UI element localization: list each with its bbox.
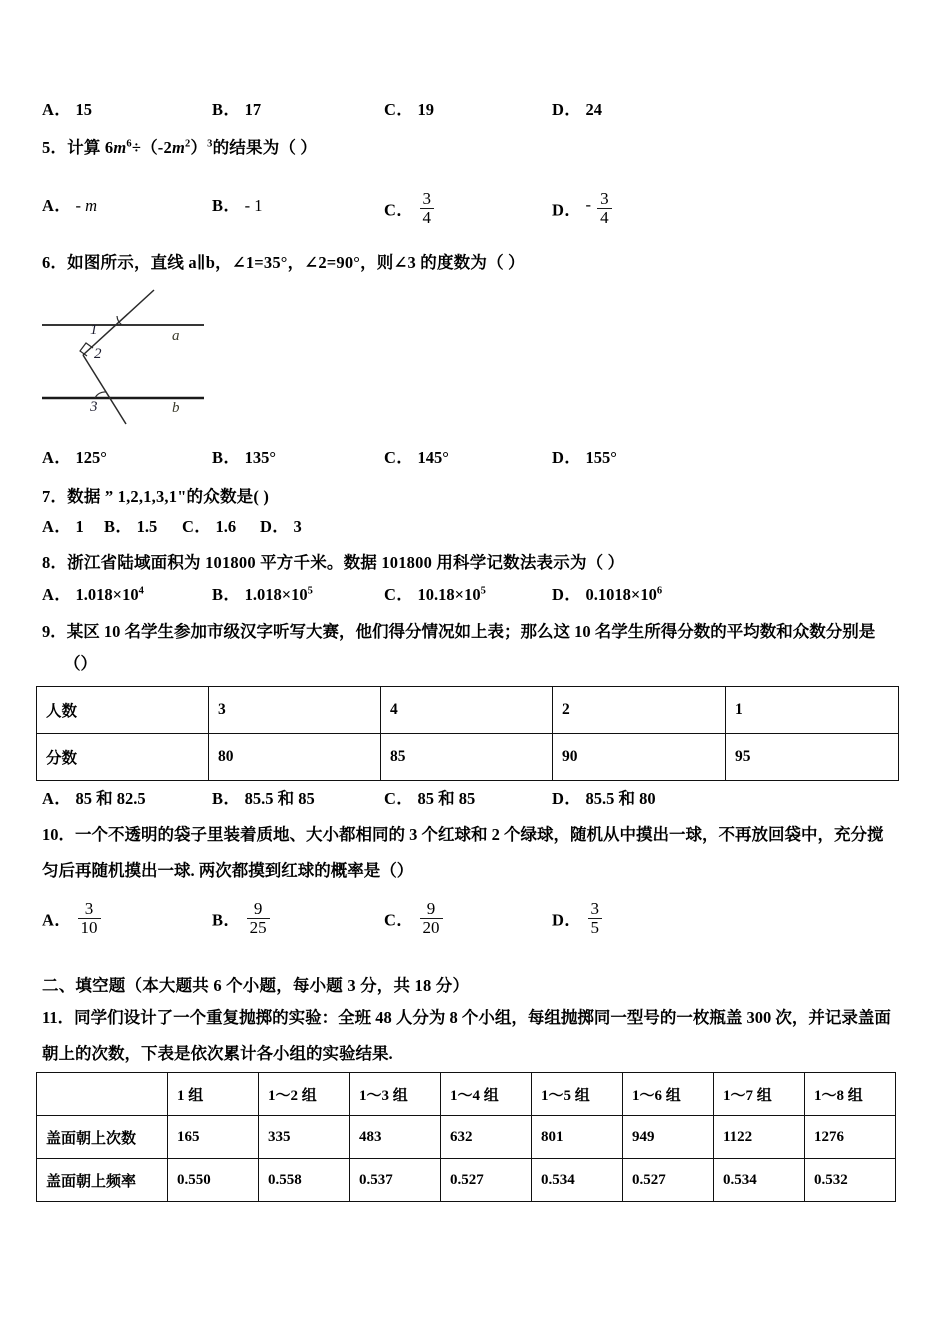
q6-option-b-label: B． — [212, 448, 241, 467]
q9-row0-cell3: 1 — [726, 687, 899, 734]
q10-option-b-fraction — [247, 900, 270, 937]
q11-header-corner — [37, 1073, 168, 1116]
q8-option-b-mantissa: 1.018×10 — [244, 585, 308, 604]
q5-option-b-value: - 1 — [244, 196, 263, 215]
q5-option-a-value: - m — [75, 196, 98, 215]
q11-stem-line1: 11．同学们设计了一个重复抛掷的实验：全班 48 人分为 8 个小组，每组抛掷同一型号的一枚瓶盖 300 次，并记录盖面 — [42, 1008, 891, 1027]
q4-option-a[interactable] — [42, 96, 92, 120]
q10-option-b-label: B． — [212, 910, 241, 930]
q4-option-a-label: A． — [42, 100, 72, 119]
angle-2-right-angle-mark — [80, 343, 93, 356]
q4-option-b[interactable] — [212, 96, 261, 120]
q7-stem: 7．数据 ” 1,2,1,3,1"的众数是( ) — [42, 487, 270, 506]
q11-col-header-1: 1～2 组 — [259, 1073, 350, 1116]
q11-col-header-2: 1～3 组 — [350, 1073, 441, 1116]
q11-row0-cell1: 335 — [259, 1116, 350, 1159]
q10-option-a-numerator: 3 — [84, 899, 94, 918]
q7-option-c-label: C． — [182, 517, 212, 536]
q4-option-c[interactable] — [384, 96, 434, 120]
q11-row1-cell1: 0.558 — [259, 1159, 350, 1202]
q10-stem-line1: 10．一个不透明的袋子里装着质地、大小都相同的 3 个红球和 2 个绿球，随机从中摸出一球，不再放回袋中，充分搅 — [42, 825, 884, 844]
q11-col-header-7: 1～8 组 — [805, 1073, 896, 1116]
q4-option-d-label: D． — [552, 100, 582, 119]
q10-option-d[interactable] — [552, 899, 604, 939]
q7-option-c-value: 1.6 — [215, 517, 237, 536]
q6-option-a-label: A． — [42, 448, 72, 467]
q11-col-header-5: 1～6 组 — [623, 1073, 714, 1116]
q9-option-d-value: 85.5 和 80 — [585, 789, 656, 808]
q8-option-b[interactable] — [212, 581, 313, 605]
q5-option-a-label: A． — [42, 196, 72, 215]
q10-option-d-denominator: 5 — [588, 918, 603, 937]
q4-option-d-value: 24 — [585, 100, 603, 119]
q7-option-b-value: 1.5 — [136, 517, 158, 536]
q8-option-c-label: C． — [384, 585, 414, 604]
q5-stem-post: ） — [190, 138, 208, 157]
parallel-lines-figure — [38, 286, 248, 428]
q10-options-row — [42, 899, 910, 950]
q4-options-row — [42, 96, 910, 122]
q5-option-b-label: B． — [212, 196, 241, 215]
q10-option-c-denominator: 20 — [420, 918, 443, 937]
q6-option-c-value: 145° — [417, 448, 449, 467]
q10-option-a-label: A． — [42, 910, 72, 930]
q11-row1-cell0: 0.550 — [168, 1159, 259, 1202]
q9-row0-cell0: 3 — [209, 687, 381, 734]
q9-row1-cell2: 90 — [553, 734, 726, 781]
q6-option-a-value: 125° — [75, 448, 107, 467]
line-b-label: b — [172, 400, 180, 416]
q5-options-row — [42, 189, 910, 238]
q5-exp3: 3 — [207, 138, 213, 150]
q6-option-c-label: C． — [384, 448, 414, 467]
q7-option-a[interactable] — [42, 513, 84, 537]
table-row — [37, 734, 899, 781]
q9-row1-cell1: 85 — [381, 734, 553, 781]
q8-option-d[interactable] — [552, 581, 662, 605]
q5-exp2: 2 — [184, 138, 191, 150]
q7-option-b[interactable] — [104, 513, 157, 537]
q5-option-a[interactable] — [42, 192, 97, 216]
q9-row0-header: 人数 — [37, 687, 209, 734]
line-a-label: a — [172, 328, 180, 344]
q10-option-a-fraction — [78, 900, 101, 937]
q4-option-b-label: B． — [212, 100, 241, 119]
q8-option-a-mantissa: 1.018×10 — [75, 585, 139, 604]
q8-option-c[interactable] — [384, 581, 486, 605]
q5-option-b[interactable] — [212, 192, 263, 216]
q11-row0-cell3: 632 — [441, 1116, 532, 1159]
q10-option-a-denominator: 10 — [78, 918, 101, 937]
q5-option-c-fraction — [420, 190, 435, 227]
q9-option-c-value: 85 和 85 — [417, 789, 476, 808]
q7-option-c[interactable] — [182, 513, 236, 537]
q10-option-a[interactable] — [42, 899, 103, 939]
q6-option-d-value: 155° — [585, 448, 617, 467]
q4-option-c-value: 19 — [417, 100, 435, 119]
q8-option-d-exponent: 6 — [656, 585, 663, 597]
q10-stem-line2: 匀后再随机摸出一球. 两次都摸到红球的概率是（） — [42, 861, 414, 880]
section-2-heading: 二、填空题（本大题共 6 个小题，每小题 3 分，共 18 分） — [42, 976, 470, 995]
q11-col-header-4: 1～5 组 — [532, 1073, 623, 1116]
q9-option-c[interactable] — [384, 785, 475, 809]
q8-options-row — [42, 581, 910, 607]
q11-row0-cell5: 949 — [623, 1116, 714, 1159]
angle-1-label: 1 — [90, 322, 98, 338]
q9-stem-line1: 9．某区 10 名学生参加市级汉字听写大赛，他们得分情况如上表；那么这 10 名学生所得分数的平均数和众数分别是 — [42, 622, 876, 641]
q7-option-d-value: 3 — [293, 517, 302, 536]
q11-row1-cell7: 0.532 — [805, 1159, 896, 1202]
q5-var-m1: m — [113, 138, 127, 157]
q11-row0-cell4: 801 — [532, 1116, 623, 1159]
q6-stem: 6．如图所示，直线 a∥b，∠1=35°，∠2=90°，则∠3 的度数为（ ） — [42, 253, 525, 272]
q8-option-c-exponent: 5 — [480, 585, 486, 597]
q6-option-a[interactable] — [42, 444, 107, 468]
q11-row0-header: 盖面朝上次数 — [37, 1116, 168, 1159]
q5-option-d-denominator: 4 — [597, 208, 612, 227]
q10-option-c-fraction — [420, 900, 443, 937]
q6-option-d-label: D． — [552, 448, 582, 467]
q11-col-header-6: 1～7 组 — [714, 1073, 805, 1116]
table-row — [37, 1116, 896, 1159]
q11-row0-cell2: 483 — [350, 1116, 441, 1159]
q9-score-table — [36, 686, 899, 781]
q4-option-c-label: C． — [384, 100, 414, 119]
table-row — [37, 1159, 896, 1202]
q8-option-a-label: A． — [42, 585, 72, 604]
angle-2-label: 2 — [94, 346, 102, 362]
q7-option-d[interactable] — [260, 513, 302, 537]
q11-row1-cell3: 0.527 — [441, 1159, 532, 1202]
q6-option-b[interactable] — [212, 444, 276, 468]
q6-option-b-value: 135° — [244, 448, 276, 467]
q9-option-d-label: D． — [552, 789, 582, 808]
q11-row1-cell5: 0.527 — [623, 1159, 714, 1202]
q4-option-a-value: 15 — [75, 100, 93, 119]
table-row — [37, 687, 899, 734]
q10-option-d-label: D． — [552, 910, 582, 930]
q11-col-header-0: 1 组 — [168, 1073, 259, 1116]
table-row — [37, 1073, 896, 1116]
q9-row1-header: 分数 — [37, 734, 209, 781]
q6-option-c[interactable] — [384, 444, 449, 468]
q10-option-b-denominator: 25 — [247, 918, 270, 937]
q9-row0-cell2: 2 — [553, 687, 726, 734]
q9-options-row — [42, 785, 910, 811]
q10-option-d-numerator: 3 — [590, 899, 600, 918]
q8-option-b-exponent: 5 — [307, 585, 313, 597]
parallel-lines-svg — [38, 286, 248, 428]
q9-option-b-value: 85.5 和 85 — [244, 789, 315, 808]
q11-row1-header: 盖面朝上频率 — [37, 1159, 168, 1202]
q4-option-b-value: 17 — [244, 100, 262, 119]
q4-option-d[interactable] — [552, 96, 602, 120]
q9-row1-cell0: 80 — [209, 734, 381, 781]
q8-option-a[interactable] — [42, 581, 144, 605]
q9-option-a-value: 85 和 82.5 — [75, 789, 146, 808]
q5-option-c-numerator: 3 — [422, 189, 432, 208]
q8-option-c-mantissa: 10.18×10 — [417, 585, 481, 604]
q9-option-a[interactable] — [42, 785, 146, 809]
q9-option-b[interactable] — [212, 785, 315, 809]
q9-row1-cell3: 95 — [726, 734, 899, 781]
q7-option-a-value: 1 — [75, 517, 84, 536]
q11-row0-cell0: 165 — [168, 1116, 259, 1159]
q9-option-b-label: B． — [212, 789, 241, 808]
q11-stem-line2: 朝上的次数，下表是依次累计各小组的实验结果. — [42, 1044, 393, 1063]
q9-stem-line2: （） — [64, 654, 97, 673]
q5-option-d-label: D． — [552, 200, 582, 220]
q7-option-b-label: B． — [104, 517, 133, 536]
q7-option-d-label: D． — [260, 517, 290, 536]
q5-stem-mid: ÷（-2 — [131, 138, 172, 157]
q8-option-a-exponent: 4 — [138, 585, 144, 597]
q10-option-c[interactable] — [384, 899, 445, 939]
q5-stem — [42, 134, 317, 158]
q5-option-c-denominator: 4 — [420, 208, 435, 227]
q9-option-d[interactable] — [552, 785, 656, 809]
q5-option-d-numerator: 3 — [600, 189, 609, 208]
q11-row1-cell4: 0.534 — [532, 1159, 623, 1202]
q11-row1-cell6: 0.534 — [714, 1159, 805, 1202]
q7-option-a-label: A． — [42, 517, 72, 536]
q6-option-d[interactable] — [552, 444, 617, 468]
q5-stem-tail: 的结果为（ ） — [212, 138, 318, 157]
q11-row1-cell2: 0.537 — [350, 1159, 441, 1202]
q5-option-c-label: C． — [384, 200, 414, 220]
q10-option-b[interactable] — [212, 899, 272, 939]
q5-option-d-fraction — [597, 190, 612, 227]
q11-col-header-3: 1～4 组 — [441, 1073, 532, 1116]
q9-option-a-label: A． — [42, 789, 72, 808]
q5-option-c[interactable] — [384, 189, 436, 229]
q6-options-row — [42, 444, 910, 470]
q10-option-c-label: C． — [384, 910, 414, 930]
q8-option-b-label: B． — [212, 585, 241, 604]
q9-row0-cell1: 4 — [381, 687, 553, 734]
q5-exp1: 6 — [126, 138, 132, 150]
q8-option-d-label: D． — [552, 585, 582, 604]
q10-option-b-numerator: 9 — [253, 899, 263, 918]
q5-var-m2: m — [171, 138, 185, 157]
q11-frequency-table — [36, 1072, 896, 1202]
angle-3-label: 3 — [90, 399, 98, 415]
q5-stem-pre: 5．计算 6 — [42, 138, 114, 157]
q5-option-d-sign: - — [585, 194, 592, 214]
q11-row0-cell7: 1276 — [805, 1116, 896, 1159]
q7-options-row — [42, 513, 910, 539]
q8-option-d-mantissa: 0.1018×10 — [585, 585, 657, 604]
q10-option-c-numerator: 9 — [426, 899, 436, 918]
q10-option-d-fraction — [588, 900, 603, 937]
q9-option-c-label: C． — [384, 789, 414, 808]
q8-stem: 8．浙江省陆域面积为 101800 平方千米。数据 101800 用科学记数法表示为（ ） — [42, 553, 625, 572]
q5-option-d[interactable] — [552, 189, 614, 229]
q11-row0-cell6: 1122 — [714, 1116, 805, 1159]
